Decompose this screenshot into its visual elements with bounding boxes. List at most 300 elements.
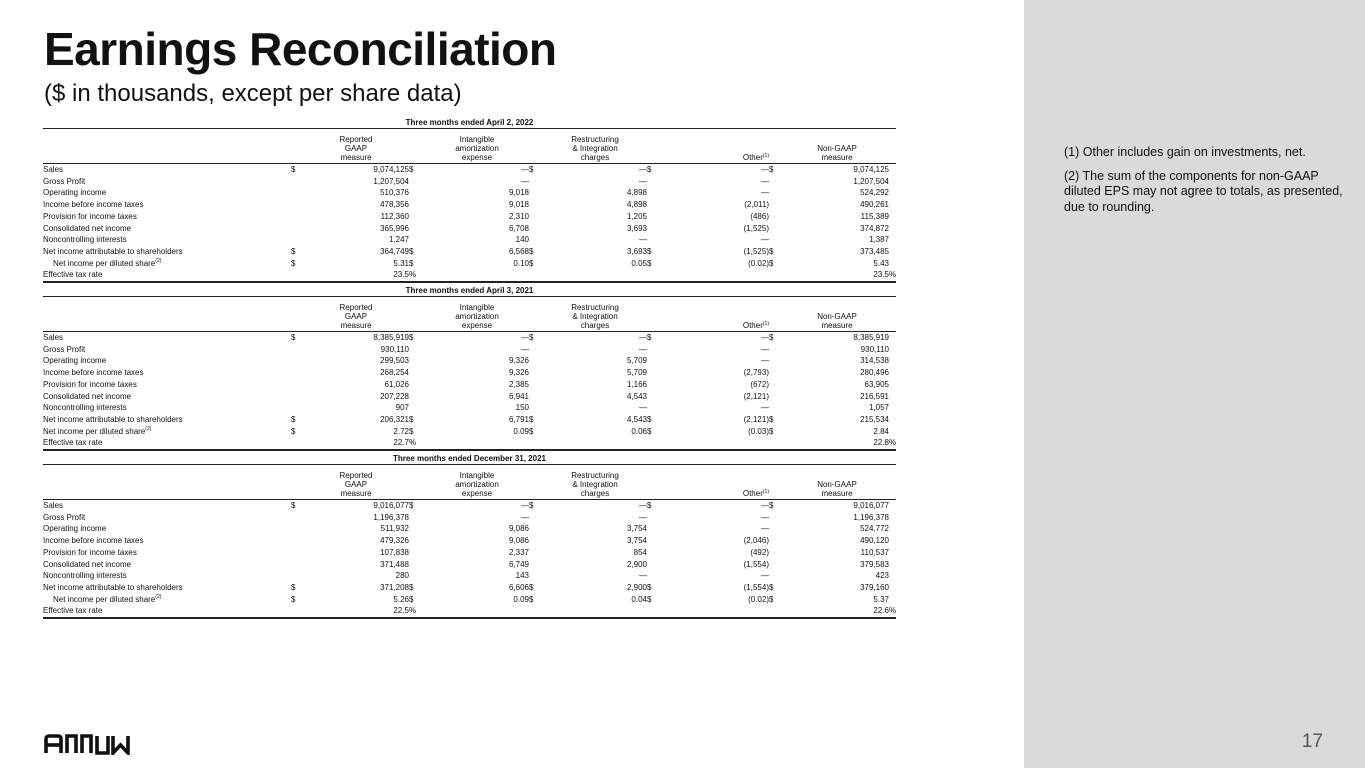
cell-value: 2,900	[626, 559, 647, 569]
cell-value: 490,120	[860, 536, 889, 546]
cell-value: 9,074,125	[373, 165, 409, 174]
currency-symbol	[529, 535, 543, 547]
column-header-restructuring	[543, 129, 647, 164]
cell-value: (1,525)	[743, 246, 769, 256]
cell-value: 4,898	[626, 200, 647, 210]
currency-symbol	[529, 187, 543, 199]
cell-value: —	[761, 512, 769, 522]
currency-symbol: $	[409, 501, 414, 511]
percent-symbol: %	[889, 269, 896, 281]
cell-value: —	[521, 333, 529, 343]
cell-value: 1,057	[868, 403, 889, 413]
currency-symbol	[647, 605, 663, 617]
section-divider	[43, 282, 896, 284]
currency-symbol: $	[647, 501, 652, 511]
table-row	[43, 402, 896, 414]
currency-symbol: $	[529, 258, 534, 268]
cell-value: 9,086	[508, 536, 529, 546]
column-header-line: charges	[580, 153, 610, 162]
currency-symbol	[529, 367, 543, 379]
cell-value: 9,086	[508, 524, 529, 534]
currency-symbol	[529, 402, 543, 414]
header-spacer	[409, 297, 425, 332]
currency-symbol: $	[409, 426, 414, 436]
header-spacer	[769, 129, 785, 164]
currency-symbol	[769, 269, 785, 281]
cell-value: 6,749	[508, 559, 529, 569]
cell-value: 1,207,504	[373, 176, 409, 186]
row-label-text: Gross Profit	[43, 512, 86, 522]
percent-symbol	[889, 199, 896, 211]
cell-value: —	[639, 235, 647, 245]
currency-symbol: $	[769, 414, 774, 424]
currency-symbol	[647, 512, 663, 524]
cell-value: 6,606	[508, 582, 529, 592]
cell-value: 524,772	[860, 524, 889, 534]
currency-symbol	[647, 523, 663, 535]
currency-symbol	[529, 523, 543, 535]
row-label	[43, 547, 291, 559]
cell-value: 1,196,378	[373, 512, 409, 522]
currency-symbol	[647, 402, 663, 414]
header-spacer	[291, 129, 303, 164]
cell-value: 9,016,077	[373, 501, 409, 511]
table-row	[43, 176, 896, 188]
cell-value: —	[639, 165, 647, 174]
header-spacer	[889, 129, 896, 164]
currency-symbol	[409, 512, 425, 524]
cell-value: 511,932	[380, 524, 409, 534]
currency-symbol	[769, 234, 785, 246]
header-row	[43, 129, 896, 164]
currency-symbol: $	[647, 258, 652, 268]
currency-symbol	[647, 223, 663, 235]
row-label	[43, 379, 291, 391]
row-label	[43, 269, 291, 281]
header-label-spacer	[43, 465, 291, 500]
row-label	[43, 223, 291, 235]
cell-value: —	[761, 403, 769, 413]
currency-symbol	[529, 344, 543, 356]
currency-symbol: $	[409, 258, 414, 268]
cell-value: 1,207,504	[853, 176, 889, 186]
row-label	[43, 582, 291, 594]
column-header-line: measure	[340, 321, 372, 331]
currency-symbol	[291, 187, 303, 199]
currency-symbol: $	[647, 333, 652, 343]
currency-symbol	[409, 176, 425, 188]
header-row	[43, 297, 896, 332]
cell-value: 314,538	[860, 356, 889, 366]
cell-value: 371,488	[380, 559, 409, 569]
currency-symbol	[291, 535, 303, 547]
cell-value: —	[521, 165, 529, 174]
cell-value: 379,160	[860, 582, 889, 592]
reconciliation-table	[43, 465, 896, 618]
column-header-line: amortization	[455, 312, 499, 322]
section-title: Three months ended April 2, 2022	[43, 117, 896, 129]
currency-symbol	[769, 570, 785, 582]
currency-symbol	[529, 234, 543, 246]
cell-value: 5,709	[626, 356, 647, 366]
table-section	[43, 117, 896, 284]
currency-symbol	[291, 211, 303, 223]
cell-value: (0.02)	[748, 594, 769, 604]
percent-symbol	[889, 582, 896, 594]
currency-symbol	[291, 391, 303, 403]
cell-value: 854	[633, 547, 647, 557]
section-divider	[43, 450, 896, 452]
column-header-line: charges	[580, 489, 610, 499]
currency-symbol	[409, 211, 425, 223]
currency-symbol	[529, 199, 543, 211]
cell-value: 0.10	[513, 258, 529, 268]
cell-value: 4,543	[626, 391, 647, 401]
column-header-line: measure	[821, 321, 853, 331]
row-label	[43, 437, 291, 449]
column-header-line: expense	[461, 489, 493, 499]
currency-symbol: $	[409, 582, 414, 592]
cell-value: 6,941	[508, 391, 529, 401]
cell-value: 0.05	[631, 258, 647, 268]
cell-value	[425, 269, 529, 281]
column-header-other	[663, 465, 769, 500]
row-label-text: Sales	[43, 333, 64, 343]
cell-value: —	[521, 501, 529, 511]
column-header-other	[663, 297, 769, 332]
currency-symbol	[291, 344, 303, 356]
cell-value	[543, 605, 647, 617]
cell-value: 140	[515, 235, 529, 245]
currency-symbol	[769, 379, 785, 391]
footnote-2: (2) The sum of the components for non-GAAP diluted EPS may not agree to totals, as presented, due to rounding.	[1064, 168, 1343, 214]
table-row	[43, 594, 896, 606]
currency-symbol	[769, 402, 785, 414]
cell-value: —	[761, 501, 769, 511]
row-label-text: Net income attributable to shareholders	[43, 582, 183, 592]
percent-symbol	[889, 187, 896, 199]
currency-symbol	[409, 223, 425, 235]
header-spacer	[889, 465, 896, 500]
table-row	[43, 437, 896, 449]
currency-symbol: $	[529, 501, 534, 511]
cell-value: —	[639, 571, 647, 581]
column-header-line: Other	[742, 153, 763, 162]
column-header-intangible	[425, 465, 529, 500]
currency-symbol: $	[291, 258, 296, 268]
column-header-line: GAAP	[344, 312, 368, 322]
row-label	[43, 426, 291, 438]
page-title: Earnings Reconciliation	[44, 23, 557, 75]
cell-value: 930,110	[860, 344, 889, 354]
currency-symbol	[291, 269, 303, 281]
currency-symbol	[409, 570, 425, 582]
cell-value: 9,018	[508, 188, 529, 198]
footnote-marker: (2)	[155, 257, 162, 264]
column-header-line: expense	[461, 321, 493, 331]
cell-value: 215,534	[860, 414, 889, 424]
column-header-line: Restructuring	[571, 135, 619, 144]
table-row	[43, 535, 896, 547]
footnote-marker: (2)	[145, 425, 152, 432]
row-label-text: Provision for income taxes	[43, 211, 137, 221]
header-spacer	[529, 129, 543, 164]
row-label-text: Net income per diluted share	[53, 258, 156, 268]
cell-value: —	[761, 165, 769, 174]
table-row	[43, 164, 896, 176]
percent-symbol	[889, 176, 896, 188]
currency-symbol: $	[529, 333, 534, 343]
cell-value: 22.8	[785, 437, 889, 449]
currency-symbol	[409, 402, 425, 414]
row-label	[43, 176, 291, 188]
row-label-text: Noncontrolling interests	[43, 235, 127, 245]
row-label-text: Net income attributable to shareholders	[43, 246, 183, 256]
percent-symbol: %	[409, 269, 425, 281]
table-row	[43, 582, 896, 594]
percent-symbol	[889, 570, 896, 582]
currency-symbol: $	[529, 594, 534, 604]
cell-value: 930,110	[380, 344, 409, 354]
table-row	[43, 414, 896, 426]
cell-value: 22.6	[785, 605, 889, 617]
cell-value: (672)	[750, 379, 769, 389]
percent-symbol	[889, 164, 896, 176]
table-row	[43, 246, 896, 258]
cell-value: 9,016,077	[853, 501, 889, 511]
column-header-line: charges	[580, 321, 610, 331]
currency-symbol	[291, 437, 303, 449]
cell-value: (2,121)	[743, 414, 769, 424]
cell-value: 1,247	[388, 235, 409, 245]
currency-symbol	[647, 547, 663, 559]
currency-symbol: $	[647, 165, 652, 174]
cell-value: 5,709	[626, 368, 647, 378]
cell-value	[425, 605, 529, 617]
currency-symbol	[529, 512, 543, 524]
table-row	[43, 605, 896, 617]
header-spacer	[529, 465, 543, 500]
header-spacer	[529, 297, 543, 332]
cell-value: —	[639, 512, 647, 522]
currency-symbol: $	[291, 165, 296, 174]
currency-symbol	[409, 234, 425, 246]
cell-value: (2,011)	[744, 200, 769, 210]
cell-value: 2.84	[873, 426, 889, 436]
cell-value: 22.5	[303, 605, 409, 617]
cell-value: 0.09	[513, 594, 529, 604]
cell-value: 2.72	[393, 426, 409, 436]
currency-symbol	[409, 391, 425, 403]
currency-symbol	[769, 391, 785, 403]
column-header-line: amortization	[455, 144, 499, 153]
cell-value: 1,166	[626, 379, 647, 389]
cell-value: 207,228	[380, 391, 409, 401]
cell-value: 9,326	[508, 368, 529, 378]
table-row	[43, 344, 896, 356]
currency-symbol	[647, 269, 663, 281]
section-title: Three months ended April 3, 2021	[43, 285, 896, 297]
column-header-line: & Integration	[572, 312, 618, 322]
column-header-line: measure	[340, 489, 372, 499]
row-label-text: Provision for income taxes	[43, 379, 137, 389]
cell-value: 115,389	[860, 211, 889, 221]
row-label	[43, 234, 291, 246]
row-label	[43, 258, 291, 270]
column-header-nongaap	[785, 129, 889, 164]
row-label	[43, 164, 291, 176]
percent-symbol	[889, 367, 896, 379]
footnote-1: (1) Other includes gain on investments, net.	[1064, 145, 1306, 159]
currency-symbol	[291, 234, 303, 246]
column-header-intangible	[425, 297, 529, 332]
cell-value: 110,537	[860, 547, 889, 557]
percent-symbol	[889, 234, 896, 246]
percent-symbol	[889, 344, 896, 356]
row-label-text: Effective tax rate	[43, 606, 103, 616]
currency-symbol	[291, 512, 303, 524]
cell-value: 280,496	[860, 368, 889, 378]
currency-symbol: $	[529, 165, 534, 174]
currency-symbol: $	[647, 582, 652, 592]
table-row	[43, 199, 896, 211]
row-label	[43, 559, 291, 571]
cell-value: (0.03)	[748, 426, 769, 436]
table-row	[43, 367, 896, 379]
column-header-line: amortization	[455, 480, 499, 490]
column-header-nongaap	[785, 465, 889, 500]
column-header-line: measure	[821, 153, 853, 162]
cell-value: 6,568	[508, 246, 529, 256]
cell-value: 3,693	[626, 223, 647, 233]
currency-symbol: $	[409, 414, 414, 424]
cell-value	[425, 437, 529, 449]
cell-value: (486)	[750, 211, 769, 221]
cell-value: —	[639, 176, 647, 186]
cell-value: 150	[515, 403, 529, 413]
currency-symbol: $	[291, 414, 296, 424]
cell-value: —	[761, 188, 769, 198]
currency-symbol	[529, 269, 543, 281]
cell-value: 63,905	[864, 379, 889, 389]
currency-symbol	[291, 402, 303, 414]
currency-symbol: $	[291, 333, 296, 343]
column-header-line: Restructuring	[571, 303, 619, 313]
percent-symbol	[889, 379, 896, 391]
currency-symbol	[769, 512, 785, 524]
table-row	[43, 355, 896, 367]
column-header-intangible	[425, 129, 529, 164]
currency-symbol	[769, 344, 785, 356]
currency-symbol	[529, 223, 543, 235]
cell-value: —	[639, 333, 647, 343]
cell-value: 1,387	[868, 235, 889, 245]
currency-symbol	[291, 223, 303, 235]
percent-symbol	[889, 211, 896, 223]
row-label-text: Consolidated net income	[43, 391, 132, 401]
cell-value: 5.31	[393, 258, 409, 268]
row-label	[43, 391, 291, 403]
column-header-line: Other	[742, 489, 763, 499]
column-header-line: Non-GAAP	[817, 312, 857, 322]
cell-value: —	[521, 176, 529, 186]
cell-value: 5.26	[393, 594, 409, 604]
row-label	[43, 535, 291, 547]
percent-symbol	[889, 391, 896, 403]
cell-value: 1,205	[626, 211, 647, 221]
row-label-text: Income before income taxes	[43, 368, 144, 378]
header-row	[43, 465, 896, 500]
row-label	[43, 367, 291, 379]
currency-symbol	[291, 570, 303, 582]
page-number: 17	[1301, 731, 1323, 752]
cell-value	[663, 605, 769, 617]
page-subtitle: ($ in thousands, except per share data)	[44, 80, 462, 107]
cell-value: 1,196,378	[853, 512, 889, 522]
table-row	[43, 234, 896, 246]
cell-value: 907	[395, 403, 409, 413]
table-row	[43, 500, 896, 512]
percent-symbol	[889, 500, 896, 512]
cell-value	[543, 437, 647, 449]
table-row	[43, 187, 896, 199]
reconciliation-table	[43, 297, 896, 450]
row-label-text: Net income attributable to shareholders	[43, 414, 183, 424]
column-header-line: Non-GAAP	[817, 144, 857, 153]
row-label-text: Effective tax rate	[43, 438, 103, 448]
row-label	[43, 570, 291, 582]
column-header-other	[663, 129, 769, 164]
row-label-text: Gross Profit	[43, 344, 86, 354]
column-header-line: & Integration	[572, 144, 618, 153]
currency-symbol: $	[647, 594, 652, 604]
cell-value: 216,591	[860, 391, 889, 401]
currency-symbol	[647, 535, 663, 547]
cell-value	[663, 437, 769, 449]
cell-value: —	[761, 344, 769, 354]
cell-value: 2,337	[508, 547, 529, 557]
footnote-marker: (1)	[762, 489, 769, 496]
header-spacer	[291, 465, 303, 500]
cell-value: 0.09	[513, 426, 529, 436]
currency-symbol	[769, 355, 785, 367]
percent-symbol	[889, 535, 896, 547]
percent-symbol: %	[409, 437, 425, 449]
currency-symbol	[409, 559, 425, 571]
table-row	[43, 547, 896, 559]
cell-value: 9,326	[508, 356, 529, 366]
header-spacer	[647, 129, 663, 164]
currency-symbol	[529, 379, 543, 391]
currency-symbol: $	[291, 501, 296, 511]
cell-value: 107,838	[380, 547, 409, 557]
table-row	[43, 332, 896, 344]
table-row	[43, 258, 896, 270]
currency-symbol: $	[647, 246, 652, 256]
cell-value: 374,872	[860, 223, 889, 233]
currency-symbol	[409, 535, 425, 547]
cell-value: 5.43	[873, 258, 889, 268]
percent-symbol	[889, 414, 896, 426]
percent-symbol	[889, 512, 896, 524]
cell-value: 0.06	[631, 426, 647, 436]
table-row	[43, 269, 896, 281]
footnotes	[1064, 145, 1349, 223]
row-label-text: Consolidated net income	[43, 223, 132, 233]
cell-value: —	[639, 403, 647, 413]
row-label	[43, 355, 291, 367]
row-label	[43, 605, 291, 617]
